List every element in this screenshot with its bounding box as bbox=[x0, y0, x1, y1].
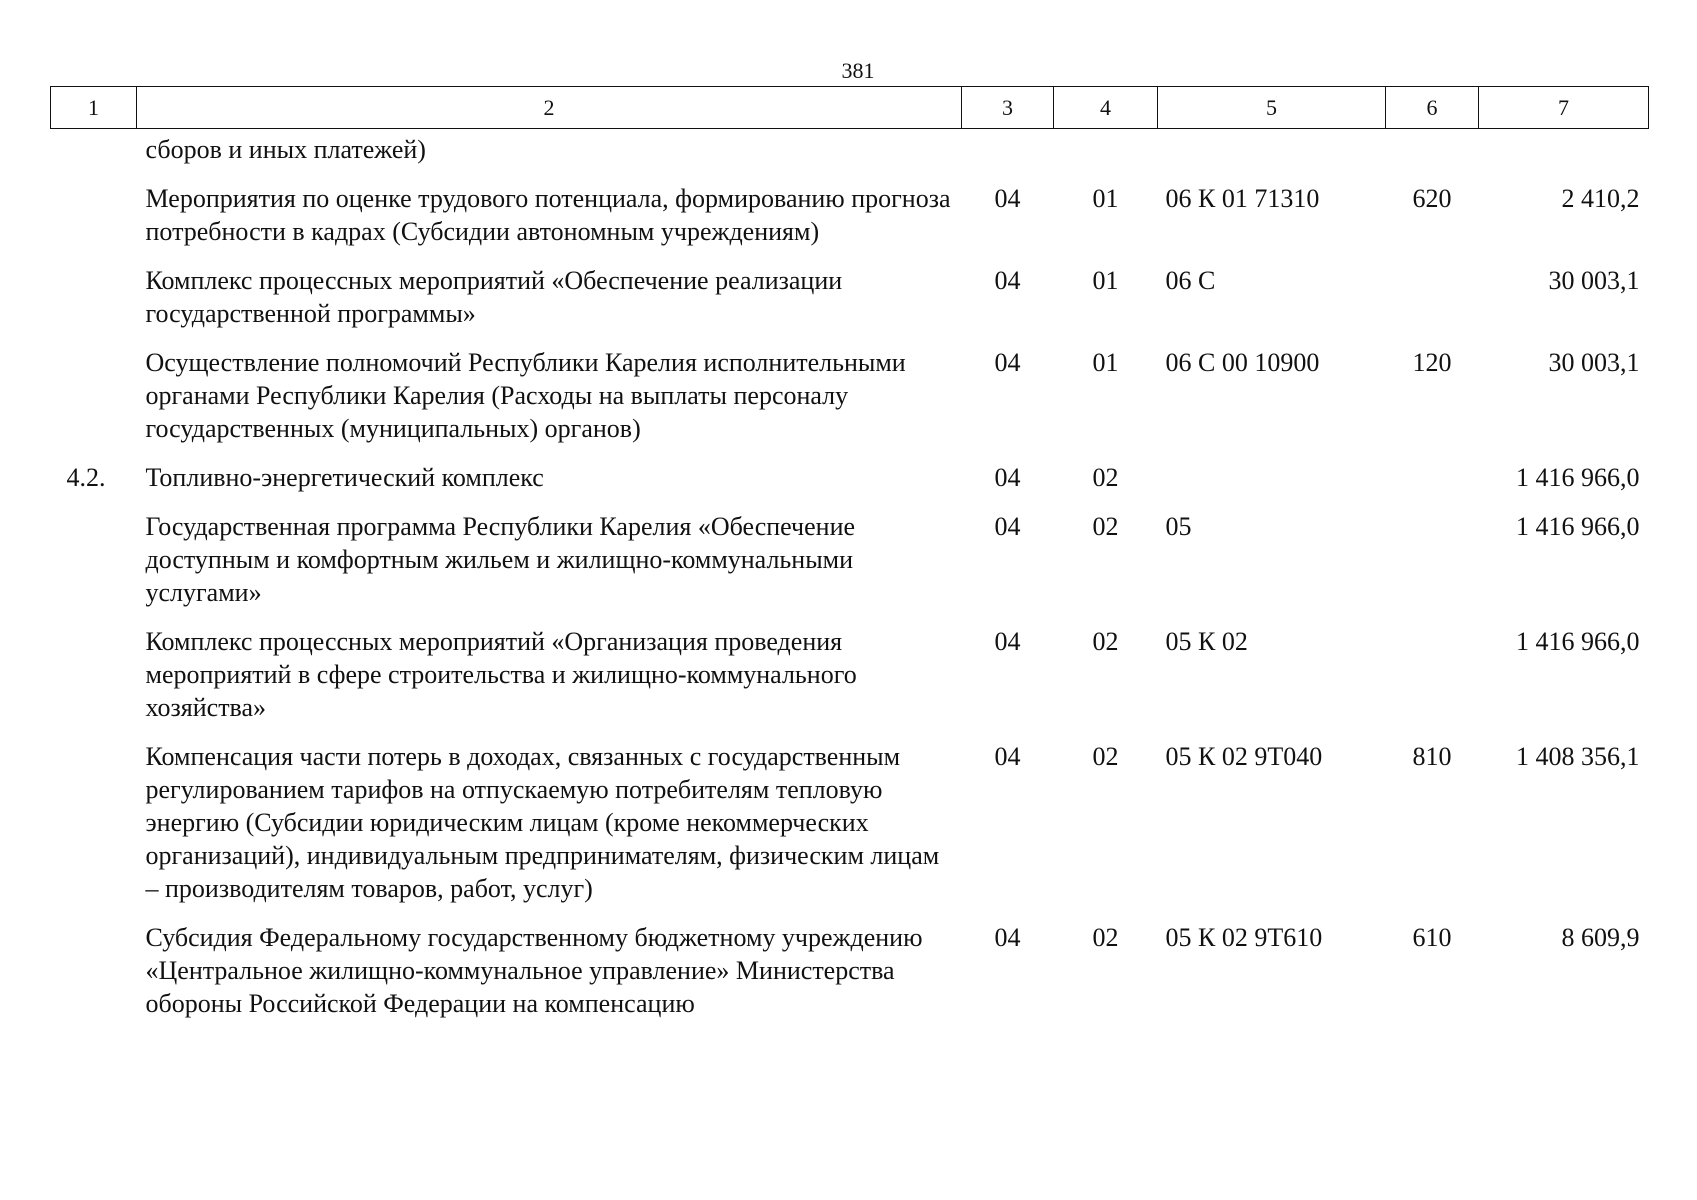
row-amount: 1 408 356,1 bbox=[1516, 742, 1640, 771]
row-section: 04 bbox=[994, 266, 1021, 295]
row-section bbox=[962, 129, 1054, 183]
row-amount: 8 609,9 bbox=[1561, 923, 1640, 952]
column-header-4: 4 bbox=[1054, 87, 1158, 129]
row-subsection: 02 bbox=[1092, 742, 1119, 771]
row-name: сборов и иных платежей) bbox=[145, 135, 426, 164]
row-subsection: 02 bbox=[1092, 923, 1119, 952]
row-name: Осуществление полномочий Республики Карелия исполнительными органами Республики Карелия (Расходы на выплаты персоналу государственных (муниципальных) органов) bbox=[145, 348, 906, 443]
row-amount: 1 416 966,0 bbox=[1516, 627, 1640, 656]
row-target-code bbox=[1158, 129, 1386, 183]
page-number: 381 bbox=[841, 58, 875, 83]
column-header-7: 7 bbox=[1479, 87, 1649, 129]
row-amount: 1 416 966,0 bbox=[1516, 463, 1640, 492]
row-target-code: 06 К 01 71310 bbox=[1165, 184, 1320, 213]
row-expense-type: 610 bbox=[1412, 923, 1452, 952]
row-expense-type: 120 bbox=[1412, 348, 1452, 377]
row-subsection: 01 bbox=[1092, 348, 1119, 377]
row-expense-type bbox=[1386, 461, 1479, 510]
column-header-2: 2 bbox=[137, 87, 962, 129]
row-number bbox=[51, 129, 137, 183]
table-row bbox=[51, 346, 1649, 461]
row-amount: 1 416 966,0 bbox=[1516, 512, 1640, 541]
row-number bbox=[51, 182, 137, 264]
column-header-1: 1 bbox=[51, 87, 137, 129]
row-section: 04 bbox=[994, 184, 1021, 213]
row-section: 04 bbox=[994, 742, 1021, 771]
row-name: Субсидия Федеральному государственному бюджетному учреждению «Центральное жилищно-коммунальное управление» Министерства обороны Российской Федерации на компенсацию bbox=[145, 923, 923, 1018]
column-header-6: 6 bbox=[1386, 87, 1479, 129]
table-row bbox=[51, 182, 1649, 264]
row-number bbox=[51, 740, 137, 921]
row-target-code: 06 С 00 10900 bbox=[1165, 348, 1320, 377]
row-section: 04 bbox=[994, 627, 1021, 656]
table-row bbox=[51, 264, 1649, 346]
row-number: 4.2. bbox=[66, 463, 106, 492]
row-amount bbox=[1479, 129, 1649, 183]
row-section: 04 bbox=[994, 348, 1021, 377]
table-row bbox=[51, 461, 1649, 510]
row-number bbox=[51, 346, 137, 461]
table-row bbox=[51, 510, 1649, 625]
column-header-3: 3 bbox=[962, 87, 1054, 129]
row-expense-type bbox=[1386, 625, 1479, 740]
row-expense-type: 810 bbox=[1412, 742, 1452, 771]
row-subsection: 02 bbox=[1092, 512, 1119, 541]
budget-table bbox=[50, 86, 1649, 1036]
row-subsection: 01 bbox=[1092, 266, 1119, 295]
table-row bbox=[51, 625, 1649, 740]
row-subsection: 02 bbox=[1092, 627, 1119, 656]
row-name: Государственная программа Республики Карелия «Обеспечение доступным и комфортным жильем и жилищно-коммунальными услугами» bbox=[145, 512, 856, 607]
row-expense-type: 620 bbox=[1412, 184, 1452, 213]
table-row bbox=[51, 921, 1649, 1036]
row-target-code: 05 К 02 bbox=[1165, 627, 1248, 656]
row-number bbox=[51, 625, 137, 740]
row-target-code: 05 bbox=[1165, 512, 1192, 541]
row-name: Комплекс процессных мероприятий «Обеспечение реализации государственной программы» bbox=[145, 266, 843, 328]
row-subsection bbox=[1054, 129, 1158, 183]
row-subsection: 01 bbox=[1092, 184, 1119, 213]
table-row bbox=[51, 740, 1649, 921]
row-section: 04 bbox=[994, 463, 1021, 492]
row-amount: 2 410,2 bbox=[1561, 184, 1640, 213]
row-expense-type bbox=[1386, 264, 1479, 346]
column-header-5: 5 bbox=[1158, 87, 1386, 129]
row-subsection: 02 bbox=[1092, 463, 1119, 492]
row-name: Компенсация части потерь в доходах, связанных с государственным регулированием тарифов на отпускаемую потребителям тепловую энергию (Субсидии юридическим лицам (кроме некоммерческих организаций), индивидуальным предпринимателям, физическим лицам – производителям товаров, работ, услуг) bbox=[145, 742, 940, 903]
row-number bbox=[51, 264, 137, 346]
row-section: 04 bbox=[994, 923, 1021, 952]
row-amount: 30 003,1 bbox=[1548, 266, 1640, 295]
table-row bbox=[51, 129, 1649, 183]
row-name: Мероприятия по оценке трудового потенциала, формированию прогноза потребности в кадрах (Субсидии автономным учреждениям) bbox=[145, 184, 951, 246]
row-number bbox=[51, 921, 137, 1036]
row-target-code: 06 С bbox=[1165, 266, 1216, 295]
table-header-row bbox=[51, 87, 1649, 129]
row-section: 04 bbox=[994, 512, 1021, 541]
row-target-code: 05 К 02 9Т040 bbox=[1165, 742, 1323, 771]
row-amount: 30 003,1 bbox=[1548, 348, 1640, 377]
row-name: Комплекс процессных мероприятий «Организация проведения мероприятий в сфере строительства и жилищно-коммунального хозяйства» bbox=[145, 627, 857, 722]
row-expense-type bbox=[1386, 510, 1479, 625]
row-target-code bbox=[1158, 461, 1386, 510]
row-expense-type bbox=[1386, 129, 1479, 183]
row-name: Топливно-энергетический комплекс bbox=[145, 463, 544, 492]
row-target-code: 05 К 02 9Т610 bbox=[1165, 923, 1323, 952]
row-number bbox=[51, 510, 137, 625]
